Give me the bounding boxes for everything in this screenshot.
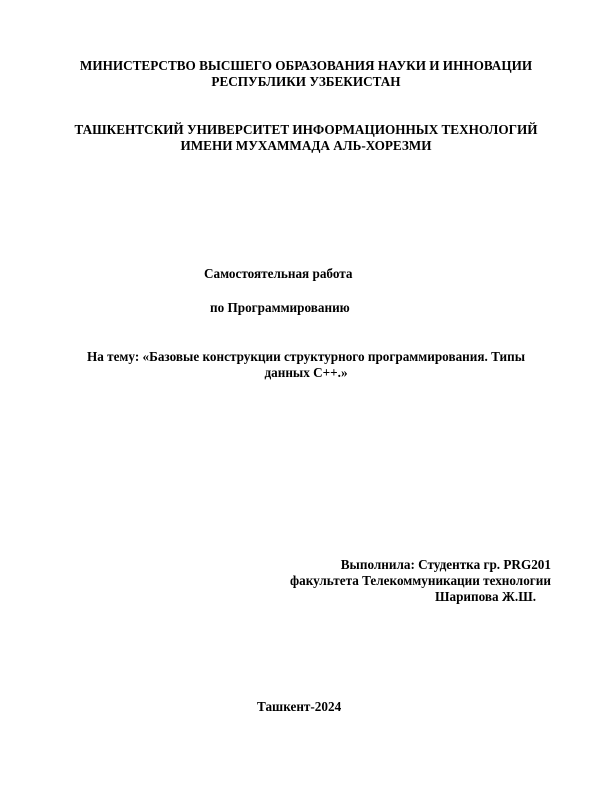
author-line-1: Выполнила: Студентка гр. PRG201 bbox=[340, 557, 551, 572]
author-name: Шарипова Ж.Ш. bbox=[435, 589, 536, 604]
city-year: Ташкент-2024 bbox=[257, 699, 342, 714]
topic-line-2: данных С++.» bbox=[264, 365, 348, 380]
ministry-line-2: РЕСПУБЛИКИ УЗБЕКИСТАН bbox=[211, 74, 401, 89]
university-line-2: ИМЕНИ МУХАММАДА АЛЬ-ХОРЕЗМИ bbox=[180, 138, 432, 153]
work-type: Самостоятельная работа bbox=[204, 266, 353, 281]
ministry-line-1: МИНИСТЕРСТВО ВЫСШЕГО ОБРАЗОВАНИЯ НАУКИ И ИННОВАЦИИ bbox=[79, 58, 533, 73]
author-line-2: факультета Телекоммуникации технологии bbox=[290, 573, 551, 588]
topic-line-1: На тему: «Базовые конструкции структурного программирования. Типы bbox=[86, 349, 526, 364]
university-line-1: ТАШКЕНТСКИЙ УНИВЕРСИТЕТ ИНФОРМАЦИОННЫХ ТЕХНОЛОГИЙ bbox=[74, 122, 538, 137]
work-subject: по Программированию bbox=[210, 300, 350, 315]
